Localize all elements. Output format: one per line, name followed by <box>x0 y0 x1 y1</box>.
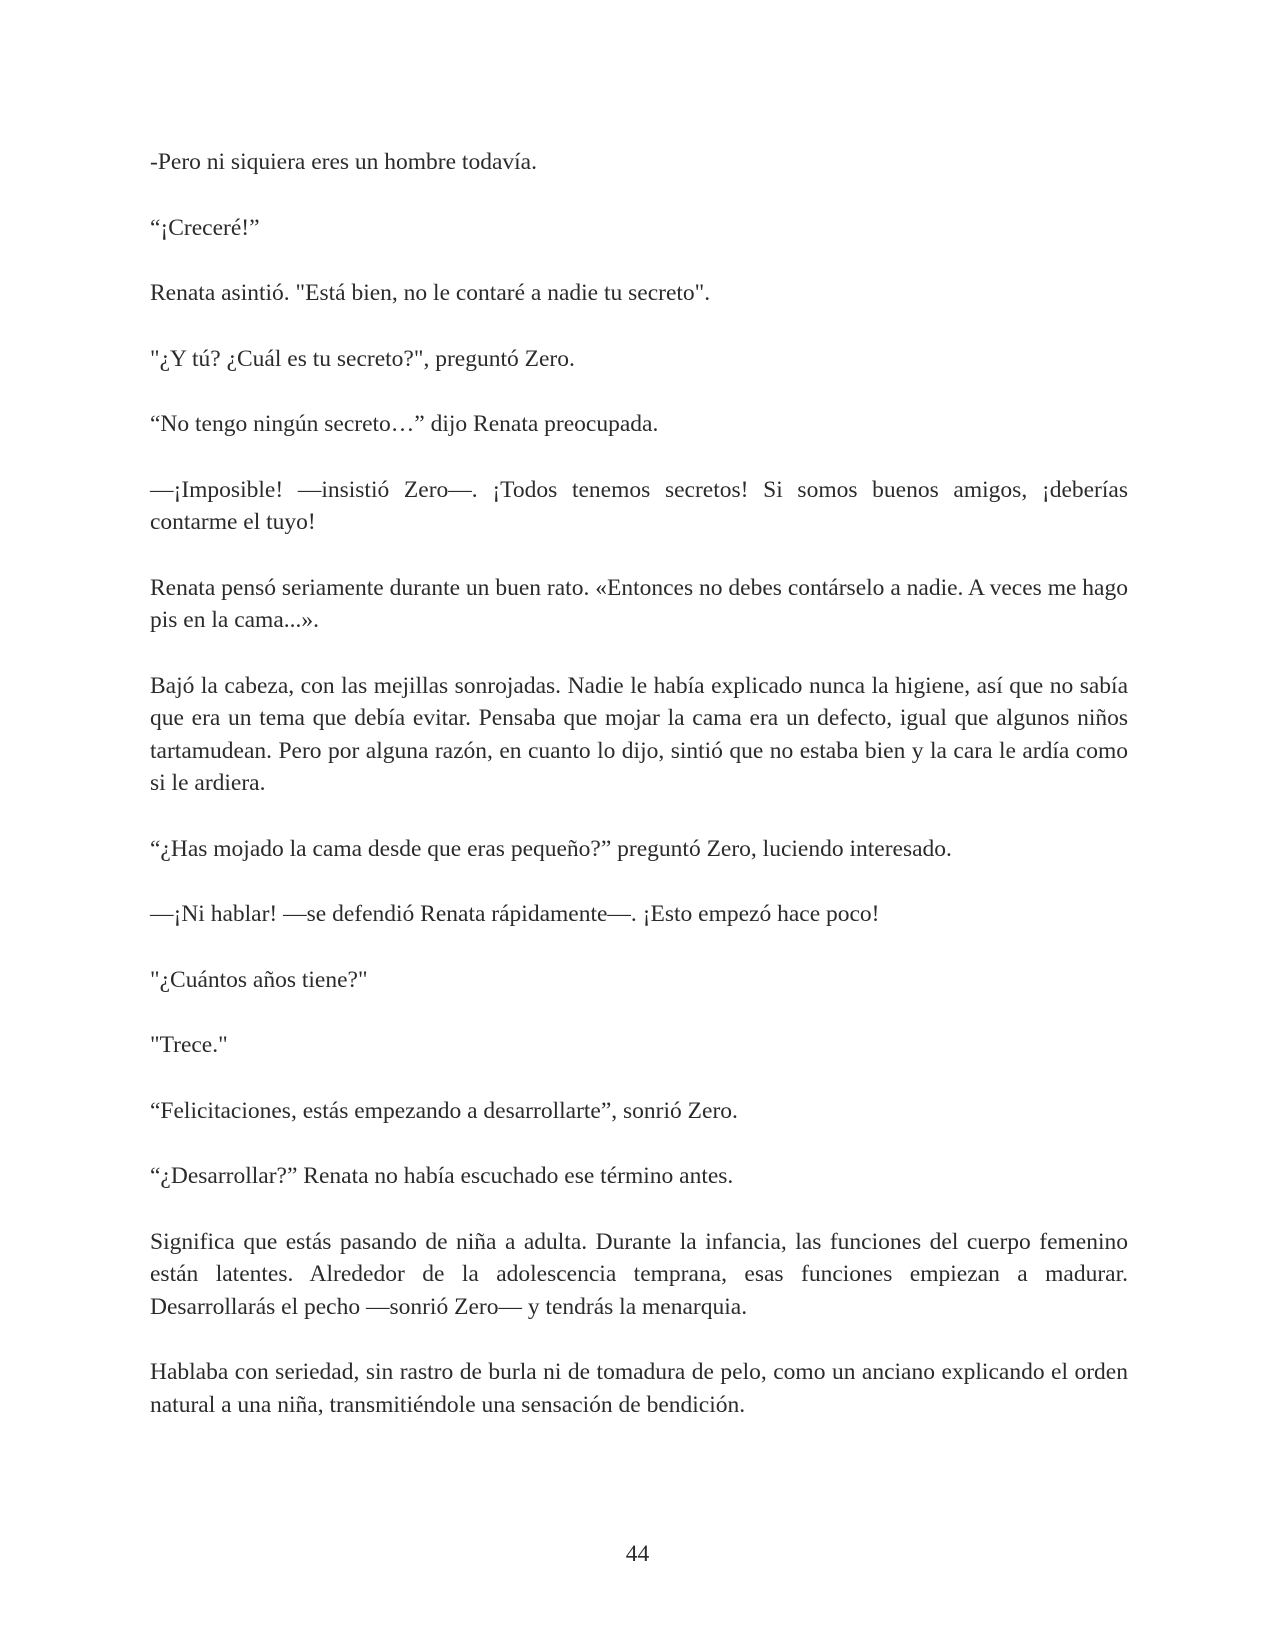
paragraph: "¿Cuántos años tiene?" <box>150 966 368 993</box>
paragraph: “Felicitaciones, estás empezando a desarrollarte”, sonrió Zero. <box>150 1097 738 1124</box>
paragraph: Bajó la cabeza, con las mejillas sonrojadas. Nadie le había explicado nunca la higiene, así que no sabía que era un tema que debía evitar. Pensaba que mojar la cama era un defecto, igual que algunos niños tartamudean. Pero por alguna razón, en cuanto lo dijo, sintió que no estaba bien y la cara le ardía como si le ardiera. <box>150 672 1128 796</box>
paragraph: Renata pensó seriamente durante un buen rato. «Entonces no debes contárselo a nadie. A veces me hago pis en la cama...». <box>150 574 1128 633</box>
paragraph: Renata asintió. "Está bien, no le contaré a nadie tu secreto". <box>150 280 711 306</box>
page-number: 44 <box>625 1541 650 1567</box>
paragraph: "¿Y tú? ¿Cuál es tu secreto?", preguntó Zero. <box>150 345 575 372</box>
paragraph: “¡Creceré!” <box>150 214 260 241</box>
paragraph: —¡Ni hablar! —se defendió Renata rápidamente—. ¡Esto empezó hace poco! <box>150 901 880 927</box>
paragraph: Significa que estás pasando de niña a adulta. Durante la infancia, las funciones del cuerpo femenino están latentes. Alrededor de la adolescencia temprana, esas funciones empiezan a madurar. Desarrollarás el pecho —sonrió Zero— y tendrás la menarquia. <box>150 1228 1128 1320</box>
paragraph: “No tengo ningún secreto…” dijo Renata preocupada. <box>150 411 659 437</box>
paragraph: -Pero ni siquiera eres un hombre todavía. <box>150 149 537 175</box>
paragraph: Hablaba con seriedad, sin rastro de burla ni de tomadura de pelo, como un anciano explicando el orden natural a una niña, transmitiéndole una sensación de bendición. <box>150 1359 1128 1418</box>
paragraph: "Trece." <box>150 1032 228 1058</box>
body-text <box>150 146 1128 1454</box>
paragraph: —¡Imposible! —insistió Zero—. ¡Todos tenemos secretos! Si somos buenos amigos, ¡deberías contarme el tuyo! <box>150 476 1128 535</box>
paragraph: “¿Has mojado la cama desde que eras pequeño?” preguntó Zero, luciendo interesado. <box>150 835 952 862</box>
paragraph: “¿Desarrollar?” Renata no había escuchado ese término antes. <box>150 1163 734 1189</box>
